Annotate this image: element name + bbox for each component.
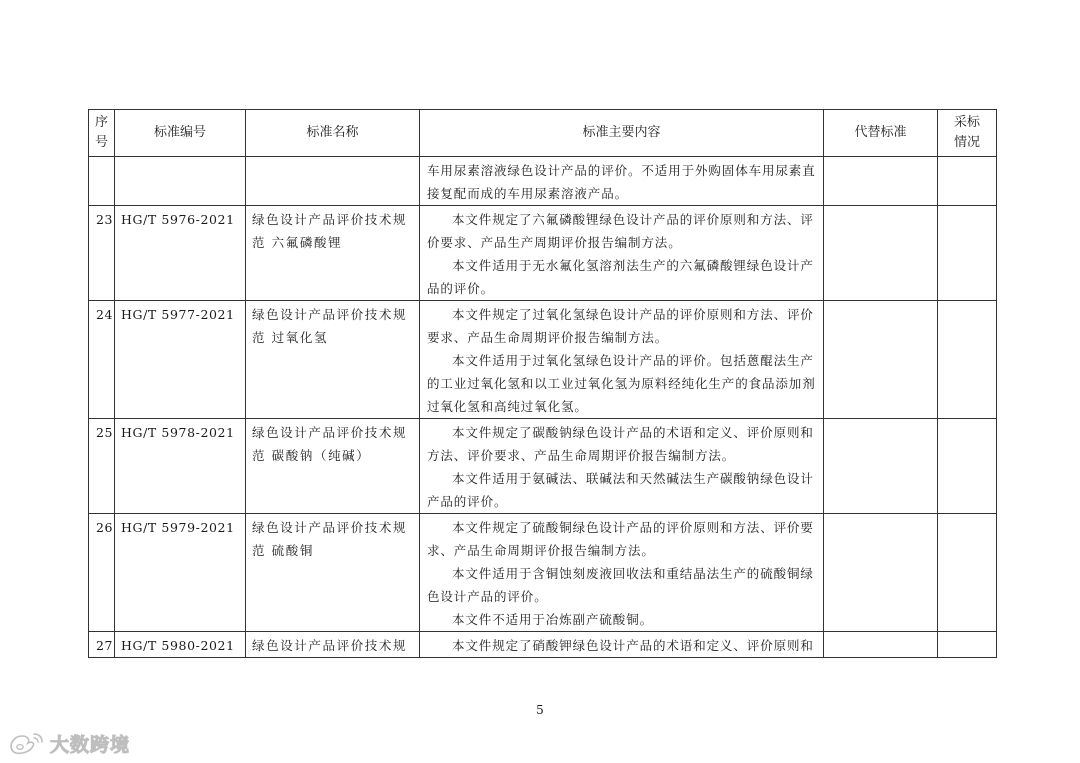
cell-serial-number	[89, 206, 115, 301]
cell-main-content	[420, 157, 824, 206]
cell-standard-name-text: 绿色设计产品评价技术规范 碳酸钠（纯碱）	[252, 425, 408, 463]
cell-standard-name	[246, 514, 420, 632]
cell-adoption-status	[938, 301, 997, 419]
content-paragraph: 本文件适用于氨碱法、联碱法和天然碱法生产碳酸钠绿色设计产品的评价。	[427, 471, 814, 509]
table-row	[89, 206, 997, 301]
cell-standard-name	[246, 632, 420, 658]
cell-standard-name	[246, 419, 420, 514]
cell-replaced-standard	[824, 419, 938, 514]
cell-replaced-standard-text	[824, 301, 937, 303]
watermark-text: 大数跨境	[50, 733, 131, 756]
table-row	[89, 301, 997, 419]
cell-replaced-standard	[824, 632, 938, 658]
cell-main-content	[420, 301, 824, 419]
cell-adoption-status-text	[938, 514, 996, 516]
cell-replaced-standard-text	[824, 632, 937, 634]
cell-standard-code	[115, 419, 246, 514]
cell-serial-number-text: 26	[96, 520, 113, 535]
cell-replaced-standard-text	[824, 419, 937, 421]
header-main-content: 标准主要内容	[420, 110, 824, 157]
cell-adoption-status-text	[938, 301, 996, 303]
header-serial-line2: 号	[94, 135, 108, 150]
cell-adoption-status	[938, 206, 997, 301]
header-adoption-line2: 情况	[953, 135, 980, 150]
table-row	[89, 419, 997, 514]
cell-serial-number-text: 27	[96, 638, 113, 653]
cell-replaced-standard	[824, 157, 938, 206]
page-number: 5	[536, 703, 544, 717]
header-replaced-standard: 代替标准	[824, 110, 938, 157]
cell-serial-number-text: 25	[96, 425, 113, 440]
content-paragraph: 本文件规定了碳酸钠绿色设计产品的术语和定义、评价原则和方法、评价要求、产品生命周期评价报告编制方法。	[427, 425, 814, 463]
header-standard-name: 标准名称	[246, 110, 420, 157]
header-standard-code: 标准编号	[115, 110, 246, 157]
cell-adoption-status	[938, 157, 997, 206]
content-paragraph: 本文件规定了六氟磷酸锂绿色设计产品的评价原则和方法、评价要求、产品生产周期评价报告编制方法。	[427, 212, 814, 250]
cell-standard-code	[115, 301, 246, 419]
table-row	[89, 514, 997, 632]
cell-main-content-text	[420, 206, 823, 300]
cell-standard-name	[246, 157, 420, 206]
cell-serial-number-text	[89, 157, 114, 159]
content-paragraph: 本文件规定了硝酸钾绿色设计产品的术语和定义、评价原则和	[452, 638, 814, 653]
table-header-row	[89, 110, 997, 157]
cell-main-content-text	[420, 632, 823, 657]
cell-adoption-status	[938, 419, 997, 514]
content-paragraph: 车用尿素溶液绿色设计产品的评价。不适用于外购固体车用尿素直接复配而成的车用尿素溶液产品。	[427, 163, 816, 201]
cell-main-content	[420, 514, 824, 632]
cell-main-content-text	[420, 301, 823, 418]
content-paragraph: 本文件适用于过氧化氢绿色设计产品的评价。包括蒽醌法生产的工业过氧化氢和以工业过氧化氢为原料经纯化生产的食品添加剂过氧化氢和高纯过氧化氢。	[427, 353, 816, 414]
content-paragraph: 本文件适用于含铜蚀刻废液回收法和重结晶法生产的硫酸铜绿色设计产品的评价。	[427, 566, 814, 604]
cell-standard-name-text	[246, 157, 419, 159]
cell-main-content	[420, 632, 824, 658]
cell-serial-number	[89, 419, 115, 514]
cell-standard-name	[246, 206, 420, 301]
cell-standard-code-text: HG/T 5979-2021	[121, 520, 235, 535]
cell-standard-code-text: HG/T 5978-2021	[121, 425, 235, 440]
cell-replaced-standard	[824, 206, 938, 301]
cell-adoption-status-text	[938, 157, 996, 159]
header-adoption-line1: 采标	[953, 115, 980, 130]
cell-standard-code	[115, 514, 246, 632]
cell-serial-number-text: 23	[96, 212, 113, 227]
cell-standard-code	[115, 632, 246, 658]
cell-serial-number	[89, 514, 115, 632]
cell-standard-name-text: 绿色设计产品评价技术规范 过氧化氢	[252, 307, 408, 345]
cell-replaced-standard	[824, 514, 938, 632]
standards-table	[88, 109, 997, 658]
cell-main-content-text	[420, 514, 823, 631]
table-row	[89, 157, 997, 206]
cell-standard-name-text: 绿色设计产品评价技术规	[252, 638, 408, 653]
cell-main-content	[420, 419, 824, 514]
content-paragraph: 本文件规定了过氧化氢绿色设计产品的评价原则和方法、评价要求、产品生命周期评价报告编制方法。	[427, 307, 814, 345]
cell-standard-name-text: 绿色设计产品评价技术规范 硫酸铜	[252, 520, 408, 558]
cell-main-content-text	[420, 157, 823, 205]
content-paragraph: 本文件规定了硫酸铜绿色设计产品的评价原则和方法、评价要求、产品生命周期评价报告编制方法。	[427, 520, 814, 558]
cell-main-content-text	[420, 419, 823, 513]
cell-adoption-status-text	[938, 632, 996, 634]
cell-replaced-standard	[824, 301, 938, 419]
cell-serial-number	[89, 157, 115, 206]
cell-main-content	[420, 206, 824, 301]
header-serial-line1: 序	[94, 115, 108, 130]
cell-adoption-status-text	[938, 419, 996, 421]
cell-adoption-status-text	[938, 206, 996, 208]
cell-standard-code-text: HG/T 5980-2021	[121, 638, 235, 653]
header-adoption-status	[938, 110, 997, 157]
weibo-logo-icon	[8, 730, 46, 756]
content-paragraph: 本文件适用于无水氟化氢溶剂法生产的六氟磷酸锂绿色设计产品的评价。	[427, 258, 814, 296]
cell-adoption-status	[938, 514, 997, 632]
content-paragraph: 本文件不适用于冶炼副产硫酸铜。	[452, 612, 654, 627]
cell-adoption-status	[938, 632, 997, 658]
cell-serial-number	[89, 632, 115, 658]
cell-replaced-standard-text	[824, 206, 937, 208]
watermark	[8, 728, 130, 758]
header-serial-number	[89, 110, 115, 157]
cell-replaced-standard-text	[824, 157, 937, 159]
cell-replaced-standard-text	[824, 514, 937, 516]
cell-standard-name	[246, 301, 420, 419]
table-body	[89, 157, 997, 658]
table-row	[89, 632, 997, 658]
cell-standard-code-text: HG/T 5976-2021	[121, 212, 235, 227]
cell-standard-name-text: 绿色设计产品评价技术规范 六氟磷酸锂	[252, 212, 408, 250]
cell-standard-code	[115, 206, 246, 301]
cell-serial-number-text: 24	[96, 307, 113, 322]
cell-standard-code-text: HG/T 5977-2021	[121, 307, 235, 322]
cell-serial-number	[89, 301, 115, 419]
cell-standard-code	[115, 157, 246, 206]
cell-standard-code-text	[115, 157, 245, 159]
